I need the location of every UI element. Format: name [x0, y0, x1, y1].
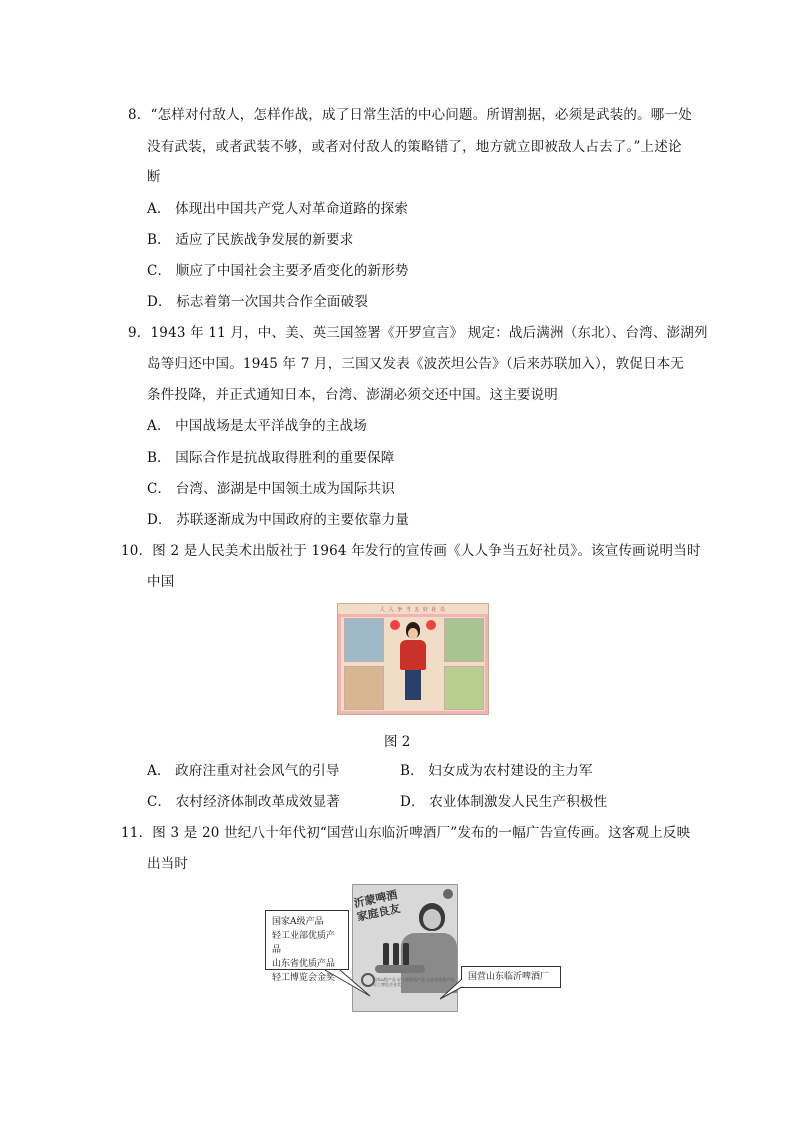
- poster-tray: [375, 965, 425, 973]
- q9-stem-line1: 9．1943 年 11 月，中、美、英三国签署《开罗宣言》 规定：战后满洲（东北）、台湾、澎湖列: [128, 325, 708, 341]
- brewery-logo-icon: [443, 889, 453, 899]
- poster-flower-left: [390, 620, 400, 630]
- q8-option-c: C． 顺应了中国社会主要矛盾变化的新形势: [147, 263, 409, 279]
- callout-awards-pointer: [320, 966, 380, 1006]
- beer-bottle-icon: [403, 943, 409, 965]
- poster-woman-face: [408, 628, 418, 639]
- q10-option-a: A． 政府注重对社会风气的引导: [147, 763, 340, 779]
- q9-option-a: A． 中国战场是太平洋战争的主战场: [147, 418, 367, 434]
- poster-flower-right: [426, 620, 436, 630]
- q8-stem-line1: 8．“怎样对付敌人，怎样作战，成了日常生活的中心问题。所谓割据，必须是武装的。哪一处: [128, 107, 692, 123]
- poster-small-text: 国家A级产品 轻工部优质产品 山东省优质产品 轻工博览会金奖: [373, 977, 455, 987]
- poster-title: 人 人 争 当 五 好 社 员: [379, 607, 447, 613]
- q9-stem-line3: 条件投降，并正式通知日本，台湾、澎湖必须交还中国。这主要说明: [147, 387, 558, 403]
- callout-brewery-pointer: [436, 975, 466, 1005]
- callout-awards: [265, 910, 349, 983]
- q9-stem-line2: 岛等归还中国。1945 年 7 月，三国又发表《波茨坦公告》（后来苏联加入），敦促日本无: [147, 356, 685, 372]
- callout-awards-line: 轻工业部优质产品: [272, 931, 336, 955]
- q10-option-c: C． 农村经济体制改革成效显著: [147, 794, 341, 810]
- q11-stem-line1: 11．图 3 是 20 世纪八十年代初“国营山东临沂啤酒厂”发布的一幅广告宣传画。这客观上反映: [121, 825, 691, 841]
- callout-brewery: 国营山东临沂啤酒厂: [461, 966, 561, 988]
- q9-option-d: D． 苏联逐渐成为中国政府的主要依靠力量: [147, 512, 410, 528]
- poster-woman-face: [423, 909, 441, 929]
- q8-option-d: D． 标志着第一次国共合作全面破裂: [147, 294, 369, 310]
- poster-woman-legs: [405, 670, 421, 700]
- callout-awards-line: 国家A级产品: [272, 917, 324, 927]
- q8-stem-line2: 没有武装，或者武装不够，或者对付敌人的策略错了，地方就立即被敌人占去了。”上述论: [147, 139, 682, 155]
- poster-panel-top-right: [444, 618, 484, 662]
- q8-option-b: B． 适应了民族战争发展的新要求: [147, 232, 354, 248]
- q10-option-b: B． 妇女成为农村建设的主力军: [400, 763, 593, 779]
- poster-woman-body: [400, 640, 426, 670]
- poster-panel-bottom-right: [444, 666, 484, 710]
- q8-stem-line3: 断: [147, 169, 161, 185]
- beer-bottle-icon: [383, 943, 389, 965]
- poster-panel-top-left: [344, 618, 384, 662]
- propaganda-poster-image: [337, 603, 489, 715]
- q8-option-a: A． 体现出中国共产党人对革命道路的探索: [147, 201, 409, 217]
- q10-stem-line2: 中国: [147, 574, 175, 590]
- callout-awards-line: 山东省优质产品: [272, 959, 336, 969]
- poster-panel-bottom-left: [344, 666, 384, 710]
- q9-option-c: C． 台湾、澎湖是中国领土成为国际共识: [147, 481, 395, 497]
- q11-stem-line2: 出当时: [147, 856, 189, 872]
- beer-bottle-icon: [393, 943, 399, 965]
- poster-brand-slogan: 沂蒙啤酒 家庭良友: [352, 888, 402, 924]
- q9-option-b: B． 国际合作是抗战取得胜利的重要保障: [147, 450, 395, 466]
- q10-stem-line1: 10．图 2 是人民美术出版社于 1964 年发行的宣传画《人人争当五好社员》。该宣传画说明当时: [121, 543, 701, 559]
- figure-2-caption: 图 2: [384, 734, 411, 750]
- q10-option-d: D． 农业体制激发人民生产积极性: [400, 794, 608, 810]
- callout-awards-line: 轻工博览会金奖: [272, 973, 336, 983]
